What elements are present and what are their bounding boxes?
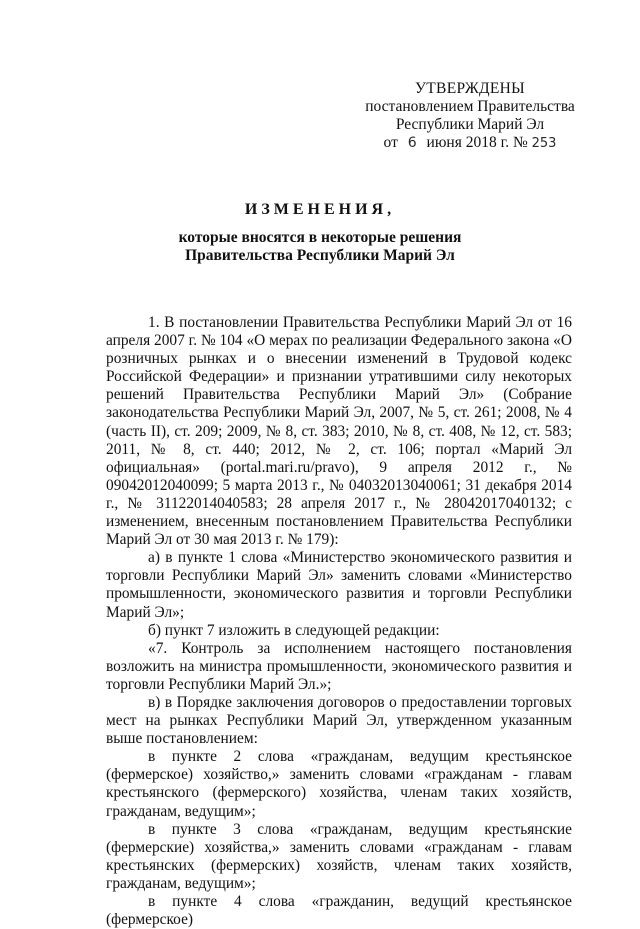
subtitle-line-1: которые вносятся в некоторые решения bbox=[178, 229, 462, 246]
approval-date-rest: июня 2018 г. № bbox=[426, 134, 528, 151]
paragraph-8: в пункте 4 слова «гражданин, ведущий крестьянское (фермерское) bbox=[106, 893, 572, 929]
paragraph-4: «7. Контроль за исполнением настоящего постановления возложить на министра промышленности, экономического развития и торговли Республики Марий Эл.»; bbox=[106, 639, 572, 693]
approval-date-day: 6 bbox=[407, 135, 417, 151]
approval-heading: УТВЕРЖДЕНЫ bbox=[415, 80, 525, 97]
approval-doc-number: 253 bbox=[531, 136, 557, 151]
paragraph-7: в пункте 3 слова «гражданам, ведущим крестьянские (фермерские) хозяйства,» заменить словами «гражданам - главам крестьянских (фермерских) хозяйств, членам таких хозяйств, гражданам, ведущим»; bbox=[106, 820, 572, 892]
document-title: ИЗМЕНЕНИЯ, bbox=[244, 201, 396, 218]
approval-line-resolution: постановлением Правительства bbox=[365, 98, 575, 115]
approval-date-line bbox=[350, 134, 590, 153]
approval-block bbox=[350, 80, 590, 153]
document-body bbox=[106, 314, 572, 929]
paragraph-2: а) в пункте 1 слова «Министерство экономического развития и торговли Республики Марий Эл» заменить словами «Министерство промышленности, экономического развития и торговли Республики Марий Эл»; bbox=[106, 549, 572, 621]
paragraph-5: в) в Порядке заключения договоров о предоставлении торговых мест на рынках Республики Марий Эл, утвержденном указанным выше постановлением: bbox=[106, 693, 572, 748]
paragraph-6: в пункте 2 слова «гражданам, ведущим крестьянское (фермерское) хозяйство,» заменить словами «гражданам - главам крестьянского (фермерского) хозяйства, членам таких хозяйств, гражданам, ведущим»; bbox=[106, 748, 572, 820]
approval-line-republic: Республики Марий Эл bbox=[395, 116, 545, 133]
document-subtitle bbox=[150, 229, 490, 265]
approval-date-prefix: от bbox=[383, 134, 398, 151]
subtitle-line-2: Правительства Республики Марий Эл bbox=[185, 247, 455, 264]
paragraph-1: 1. В постановлении Правительства Республики Марий Эл от 16 апреля 2007 г. № 104 «О мерах по реализации Федерального закона «О розничных рынках и о внесении изменений в Трудовой кодекс Российской Федерации» и признании утратившими силу некоторых решений Правительства Республики Марий Эл» (Собрание законодательства Республики Марий Эл, 2007, № 5, ст. 261; 2008, № 4 (часть II), ст. 209; 2009, № 8, ст. 383; 2010, № 8, ст. 408, № 12, ст. 583; 2011, № 8, ст. 440; 2012, № 2, ст. 106; портал «Марий Эл официальная» (portal.mari.ru/pravo), 9 апреля 2012 г., № 09042012040099; 5 марта 2013 г., № 04032013040061; 31 декабря 2014 г., № 31122014040583; 28 апреля 2017 г., № 28042017040132; с изменением, внесенным постановлением Правительства Республики Марий Эл от 30 мая 2013 г. № 179): bbox=[106, 314, 572, 549]
paragraph-3: б) пункт 7 изложить в следующей редакции: bbox=[148, 621, 440, 639]
